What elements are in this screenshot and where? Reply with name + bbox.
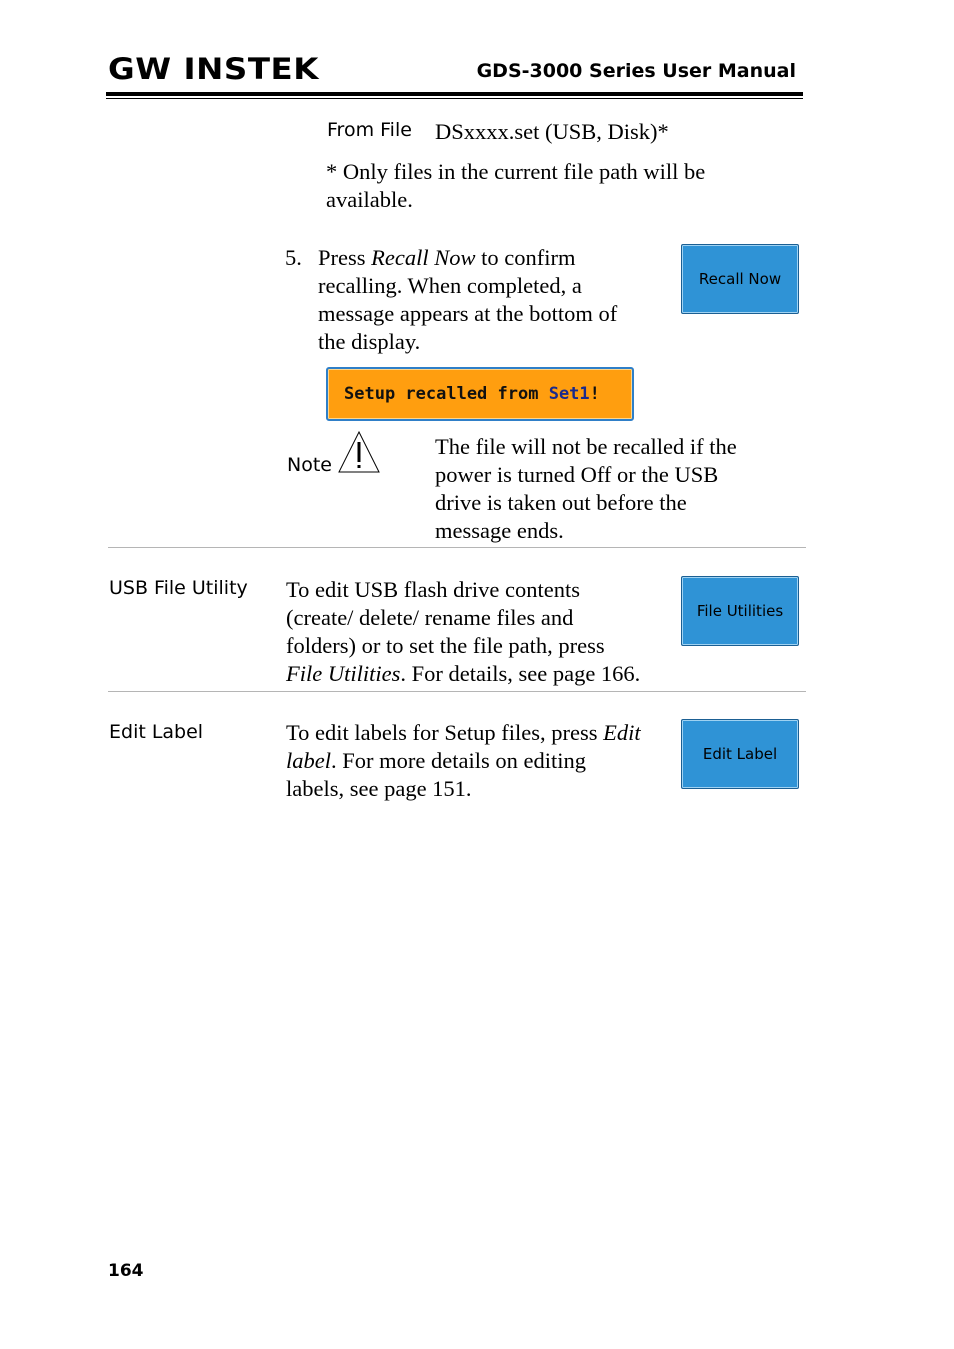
note-line-3: drive is taken out before the: [435, 490, 687, 515]
usb-text: . For details, see page 166.: [400, 661, 641, 686]
note-label: Note: [287, 454, 332, 476]
footnote-line-1: * Only files in the current file path will be: [326, 159, 706, 184]
section-divider: [108, 691, 806, 692]
message-exclaim: !: [589, 384, 600, 404]
step5-line-3: message appears at the bottom of: [318, 301, 618, 326]
setup-recalled-message: [326, 367, 634, 421]
footnote-line-2: available.: [326, 187, 413, 212]
usb-line-1: To edit USB flash drive contents: [286, 577, 581, 602]
edit-line-3: labels, see page 151.: [286, 776, 472, 801]
manual-title: GDS-3000 Series User Manual: [476, 60, 796, 82]
header-rule-thin: [106, 98, 803, 99]
edit-text: To edit labels for Setup files, press: [286, 720, 604, 745]
edit-emphasis: Edit: [603, 720, 641, 745]
edit-line-1: [286, 719, 641, 747]
recall-now-button[interactable]: Recall Now: [681, 244, 799, 314]
message-text: Setup recalled from: [344, 384, 549, 404]
step-number: 5.: [285, 245, 302, 270]
edit-label-button[interactable]: Edit Label: [681, 719, 799, 789]
usb-file-utility-label: USB File Utility: [109, 577, 248, 599]
note-line-1: The file will not be recalled if the: [435, 434, 737, 459]
note-line-2: power is turned Off or the USB: [435, 462, 719, 487]
message-set-name: Set1: [548, 384, 590, 404]
step5-line-4: the display.: [318, 329, 421, 354]
warning-icon: [337, 430, 381, 474]
file-utilities-emphasis: File Utilities: [286, 661, 401, 686]
usb-line-2: (create/ delete/ rename files and: [286, 605, 574, 630]
file-utilities-button[interactable]: File Utilities: [681, 576, 799, 646]
step5-line-1: [318, 244, 575, 272]
note-line-4: message ends.: [435, 518, 564, 543]
label-emphasis: label: [286, 748, 331, 773]
usb-line-4: [286, 660, 640, 688]
section-divider: [108, 547, 806, 548]
usb-line-3: folders) or to set the file path, press: [286, 633, 605, 658]
page-number: 164: [108, 1261, 144, 1281]
edit-text: . For more details on editing: [331, 748, 586, 773]
edit-line-2: [286, 747, 586, 775]
step5-text: to confirm: [475, 245, 576, 270]
step5-text: Press: [318, 245, 372, 270]
recall-now-emphasis: Recall Now: [371, 245, 476, 270]
from-file-value: DSxxxx.set (USB, Disk)*: [435, 119, 669, 144]
from-file-label: From File: [327, 119, 412, 141]
header-rule: [106, 92, 803, 96]
edit-label-label: Edit Label: [109, 721, 204, 743]
gw-instek-logo: GW INSTEK: [108, 52, 320, 86]
step5-line-2: recalling. When completed, a: [318, 273, 582, 298]
